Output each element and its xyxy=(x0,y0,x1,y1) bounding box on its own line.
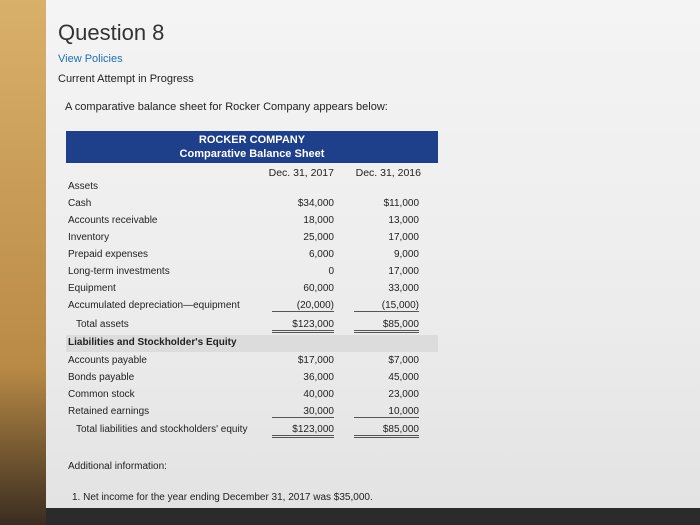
value-2016: 45,000 xyxy=(388,372,419,383)
liabilities-header-row xyxy=(66,335,438,352)
table-row xyxy=(66,230,438,246)
value-2017: 18,000 xyxy=(303,215,334,226)
value-2017: 36,000 xyxy=(303,372,334,383)
value-2016: 10,000 xyxy=(354,406,419,418)
company-name: ROCKER COMPANY xyxy=(198,134,306,146)
total-assets-row xyxy=(66,317,438,333)
row-label: Accumulated depreciation—equipment xyxy=(68,300,240,311)
col-2017-header: Dec. 31, 2017 xyxy=(268,167,334,179)
table-row xyxy=(66,213,438,229)
table-row xyxy=(66,298,438,314)
value-2016: 13,000 xyxy=(388,215,419,226)
question-intro: A comparative balance sheet for Rocker Company appears below: xyxy=(65,101,388,113)
value-2017: 30,000 xyxy=(272,406,334,418)
row-label: Accounts receivable xyxy=(68,215,158,226)
balance-sheet xyxy=(66,131,438,435)
value-2017: $34,000 xyxy=(297,198,334,209)
question-title: Question 8 xyxy=(58,20,165,45)
value-2016: 17,000 xyxy=(388,266,419,277)
value-2017: 6,000 xyxy=(308,249,334,260)
row-label: Inventory xyxy=(68,232,110,243)
question-page xyxy=(46,0,700,525)
value-2016: 33,000 xyxy=(388,283,419,294)
row-label: Long-term investments xyxy=(68,266,170,277)
value-2016: $7,000 xyxy=(388,355,419,366)
row-label: Retained earnings xyxy=(68,406,150,417)
row-label: Accounts payable xyxy=(68,355,147,366)
table-row xyxy=(66,264,438,280)
row-label: Equipment xyxy=(68,283,116,294)
additional-info-item: 1. Net income for the year ending December 31, 2017 was $35,000. xyxy=(72,492,373,503)
col-2016-header: Dec. 31, 2016 xyxy=(355,167,421,179)
table-row xyxy=(66,281,438,297)
value-2016: 9,000 xyxy=(393,249,419,260)
table-row xyxy=(66,387,438,403)
row-label: Bonds payable xyxy=(68,372,135,383)
table-row xyxy=(66,404,438,420)
value-2017: 60,000 xyxy=(303,283,334,294)
additional-info-header: Additional information: xyxy=(68,461,167,472)
value-2017: $17,000 xyxy=(297,355,334,366)
bottom-edge xyxy=(46,508,700,525)
view-policies-link[interactable]: View Policies xyxy=(58,53,123,65)
row-label: Total assets xyxy=(76,319,129,330)
value-2016: $11,000 xyxy=(383,198,419,209)
row-label: Common stock xyxy=(68,389,135,400)
liabilities-header: Liabilities and Stockholder's Equity xyxy=(68,337,237,348)
table-row xyxy=(66,196,438,212)
assets-header: Assets xyxy=(68,181,99,192)
attempt-status: Current Attempt in Progress xyxy=(58,73,194,85)
value-2017: $123,000 xyxy=(272,424,334,438)
table-row xyxy=(66,370,438,386)
total-liabilities-row xyxy=(66,422,438,438)
table-row xyxy=(66,247,438,263)
value-2017: 25,000 xyxy=(303,232,334,243)
value-2016: $85,000 xyxy=(354,319,419,333)
value-2016: $85,000 xyxy=(354,424,419,438)
value-2016: 17,000 xyxy=(388,232,419,243)
row-label: Total liabilities and stockholders' equity xyxy=(76,424,248,435)
value-2016: 23,000 xyxy=(388,389,419,400)
value-2017: (20,000) xyxy=(272,300,334,312)
background-strip xyxy=(0,0,46,525)
value-2017: 0 xyxy=(328,266,334,277)
sheet-title: Comparative Balance Sheet xyxy=(179,148,325,160)
assets-header-row xyxy=(66,179,438,195)
row-label: Cash xyxy=(68,198,92,209)
value-2017: 40,000 xyxy=(303,389,334,400)
value-2017: $123,000 xyxy=(272,319,334,333)
value-2016: (15,000) xyxy=(354,300,419,312)
balance-sheet-header xyxy=(66,131,438,163)
row-label: Prepaid expenses xyxy=(68,249,149,260)
table-row xyxy=(66,353,438,369)
